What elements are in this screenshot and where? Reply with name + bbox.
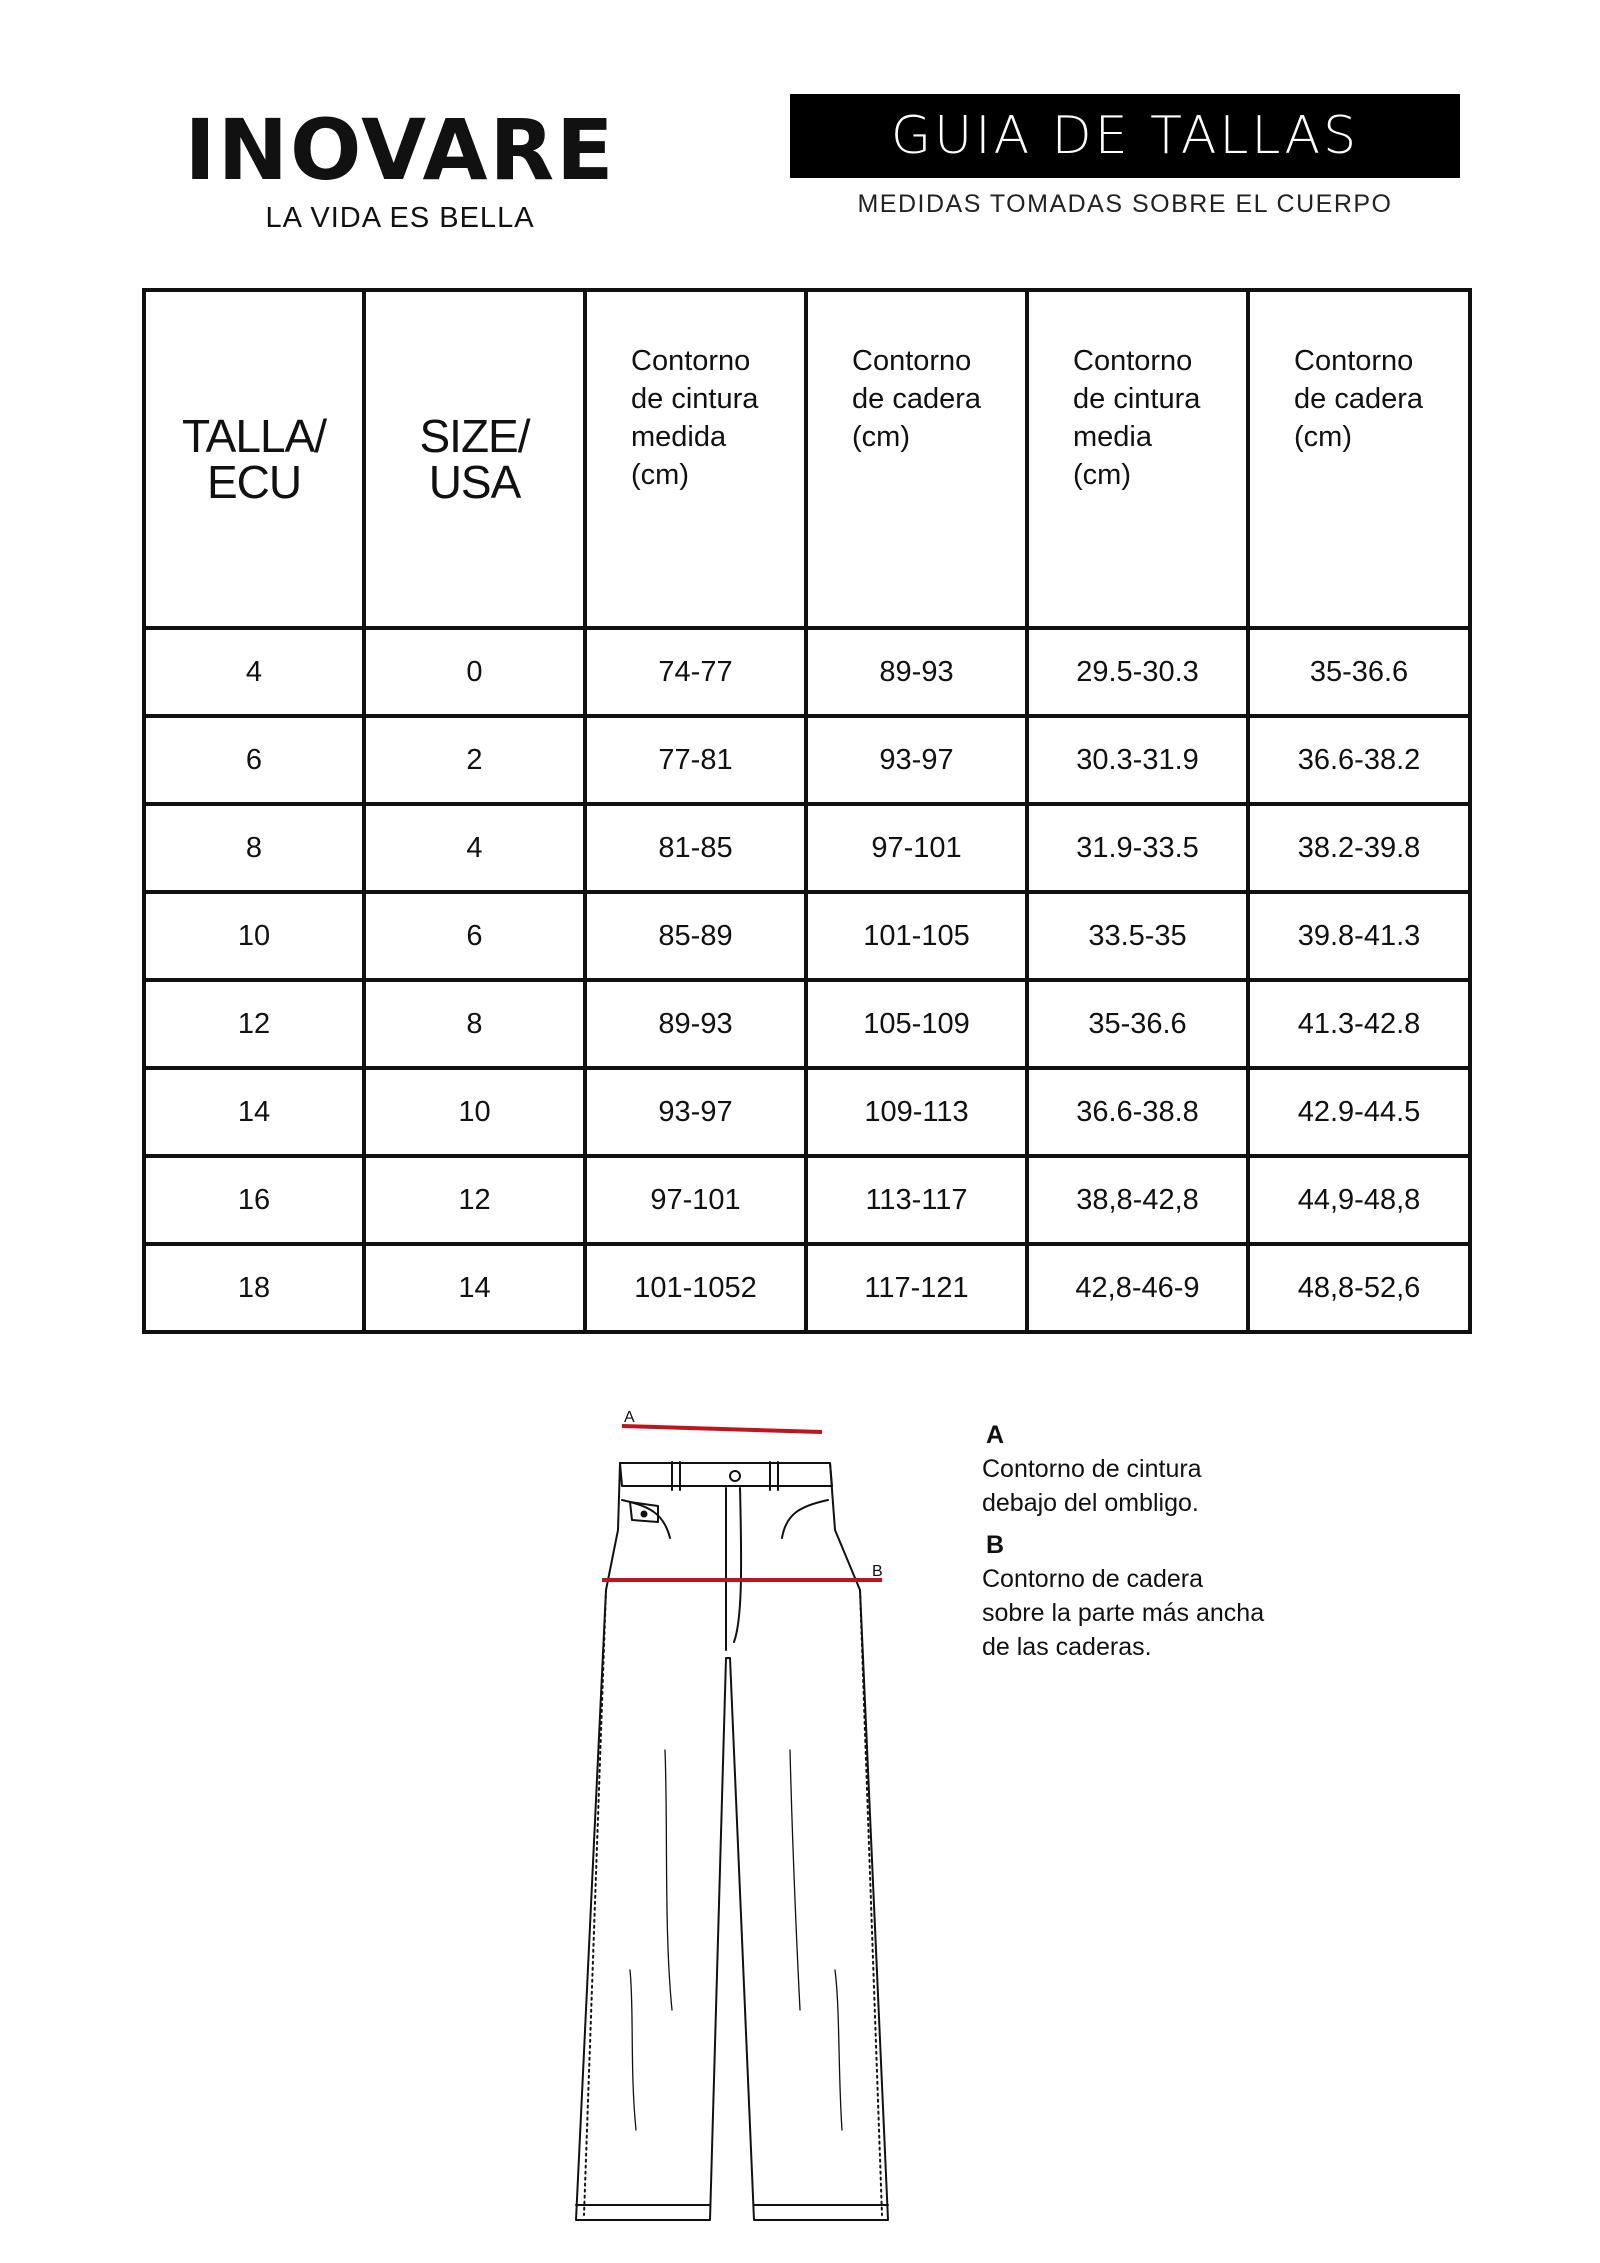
cell-waist-media: 29.5-30.3 xyxy=(1027,628,1248,716)
cell-waist: 97-101 xyxy=(585,1156,806,1244)
pants-diagram xyxy=(560,1410,920,2230)
cell-hip: 117-121 xyxy=(806,1244,1027,1332)
header-line: de cintura xyxy=(631,383,759,415)
header-line: media xyxy=(1073,421,1152,453)
brand-name: INOVARE xyxy=(184,101,616,199)
header-line: de cadera xyxy=(852,383,981,415)
cell-hip: 89-93 xyxy=(806,628,1027,716)
cell-hip-2: 48,8-52,6 xyxy=(1248,1244,1470,1332)
cell-hip-2: 44,9-48,8 xyxy=(1248,1156,1470,1244)
cell-hip-2: 38.2-39.8 xyxy=(1248,804,1470,892)
cell-talla: 8 xyxy=(144,804,364,892)
table-row xyxy=(144,1156,1470,1244)
measurement-legend xyxy=(982,1418,1302,1664)
cell-waist-media: 38,8-42,8 xyxy=(1027,1156,1248,1244)
measure-line-a xyxy=(622,1426,822,1432)
marker-a: A xyxy=(624,1410,635,1426)
brand-logo xyxy=(150,101,650,235)
header-line: TALLA/ xyxy=(182,410,326,462)
table-row xyxy=(144,980,1470,1068)
cell-size: 6 xyxy=(364,892,585,980)
cell-size: 8 xyxy=(364,980,585,1068)
cell-waist-media: 30.3-31.9 xyxy=(1027,716,1248,804)
cell-hip: 101-105 xyxy=(806,892,1027,980)
cell-waist: 93-97 xyxy=(585,1068,806,1156)
table-row xyxy=(144,804,1470,892)
cell-talla: 16 xyxy=(144,1156,364,1244)
legend-letter-a: A xyxy=(986,1421,1005,1449)
cell-hip-2: 35-36.6 xyxy=(1248,628,1470,716)
legend-text: Contorno de cadera xyxy=(982,1565,1203,1593)
header-talla-ecu xyxy=(144,290,364,628)
cell-size: 14 xyxy=(364,1244,585,1332)
cell-talla: 12 xyxy=(144,980,364,1068)
cell-talla: 14 xyxy=(144,1068,364,1156)
header-hip-cm-2 xyxy=(1248,290,1470,628)
header-line: (cm) xyxy=(631,459,689,491)
table-row xyxy=(144,716,1470,804)
header-line: USA xyxy=(428,456,521,508)
cell-waist: 85-89 xyxy=(585,892,806,980)
cell-size: 10 xyxy=(364,1068,585,1156)
cell-waist: 81-85 xyxy=(585,804,806,892)
header-line: Contorno xyxy=(1073,345,1193,377)
legend-text: debajo del ombligo. xyxy=(982,1489,1199,1517)
header-line: Contorno xyxy=(631,345,751,377)
header-line: medida xyxy=(631,421,727,453)
cell-size: 2 xyxy=(364,716,585,804)
header-waist-media xyxy=(1027,290,1248,628)
cell-waist-media: 42,8-46-9 xyxy=(1027,1244,1248,1332)
cell-waist: 101-1052 xyxy=(585,1244,806,1332)
header-line: de cintura xyxy=(1073,383,1201,415)
cell-waist-media: 33.5-35 xyxy=(1027,892,1248,980)
legend-text: de las caderas. xyxy=(982,1633,1152,1661)
page-title: GUIA DE TALLAS xyxy=(790,94,1460,178)
cell-waist-media: 35-36.6 xyxy=(1027,980,1248,1068)
brand-tagline: LA VIDA ES BELLA xyxy=(265,202,535,234)
cell-waist: 74-77 xyxy=(585,628,806,716)
header-line: (cm) xyxy=(852,421,910,453)
cell-hip-2: 41.3-42.8 xyxy=(1248,980,1470,1068)
table-header-row xyxy=(144,290,1470,628)
marker-b: B xyxy=(872,1563,883,1580)
cell-hip-2: 42.9-44.5 xyxy=(1248,1068,1470,1156)
cell-hip: 109-113 xyxy=(806,1068,1027,1156)
cell-talla: 6 xyxy=(144,716,364,804)
waistband xyxy=(620,1463,832,1486)
table-row xyxy=(144,1068,1470,1156)
cell-size: 4 xyxy=(364,804,585,892)
legend-letter-b: B xyxy=(986,1531,1005,1559)
button-icon xyxy=(730,1471,740,1481)
cell-hip-2: 39.8-41.3 xyxy=(1248,892,1470,980)
size-table xyxy=(142,288,1472,1334)
cell-talla: 4 xyxy=(144,628,364,716)
cell-hip: 97-101 xyxy=(806,804,1027,892)
cell-size: 12 xyxy=(364,1156,585,1244)
page-subtitle: MEDIDAS TOMADAS SOBRE EL CUERPO xyxy=(857,190,1393,218)
header-line: Contorno xyxy=(1294,345,1414,377)
cell-size: 0 xyxy=(364,628,585,716)
header-size-usa xyxy=(364,290,585,628)
cell-hip: 113-117 xyxy=(806,1156,1027,1244)
cell-talla: 18 xyxy=(144,1244,364,1332)
cell-hip: 93-97 xyxy=(806,716,1027,804)
header-line: (cm) xyxy=(1294,421,1352,453)
cell-waist: 77-81 xyxy=(585,716,806,804)
header-line: ECU xyxy=(206,456,302,508)
cell-talla: 10 xyxy=(144,892,364,980)
legend-text: sobre la parte más ancha xyxy=(982,1599,1265,1627)
table-row xyxy=(144,628,1470,716)
cell-waist-media: 31.9-33.5 xyxy=(1027,804,1248,892)
cell-hip: 105-109 xyxy=(806,980,1027,1068)
cell-waist-media: 36.6-38.8 xyxy=(1027,1068,1248,1156)
cell-hip-2: 36.6-38.2 xyxy=(1248,716,1470,804)
legend-text: Contorno de cintura xyxy=(982,1455,1202,1483)
cell-waist: 89-93 xyxy=(585,980,806,1068)
header-line: de cadera xyxy=(1294,383,1423,415)
table-row xyxy=(144,1244,1470,1332)
table-row xyxy=(144,892,1470,980)
header-line: Contorno xyxy=(852,345,972,377)
header-line: SIZE/ xyxy=(419,410,530,462)
header-hip-cm xyxy=(806,290,1027,628)
header-line: (cm) xyxy=(1073,459,1131,491)
header-waist-cm xyxy=(585,290,806,628)
